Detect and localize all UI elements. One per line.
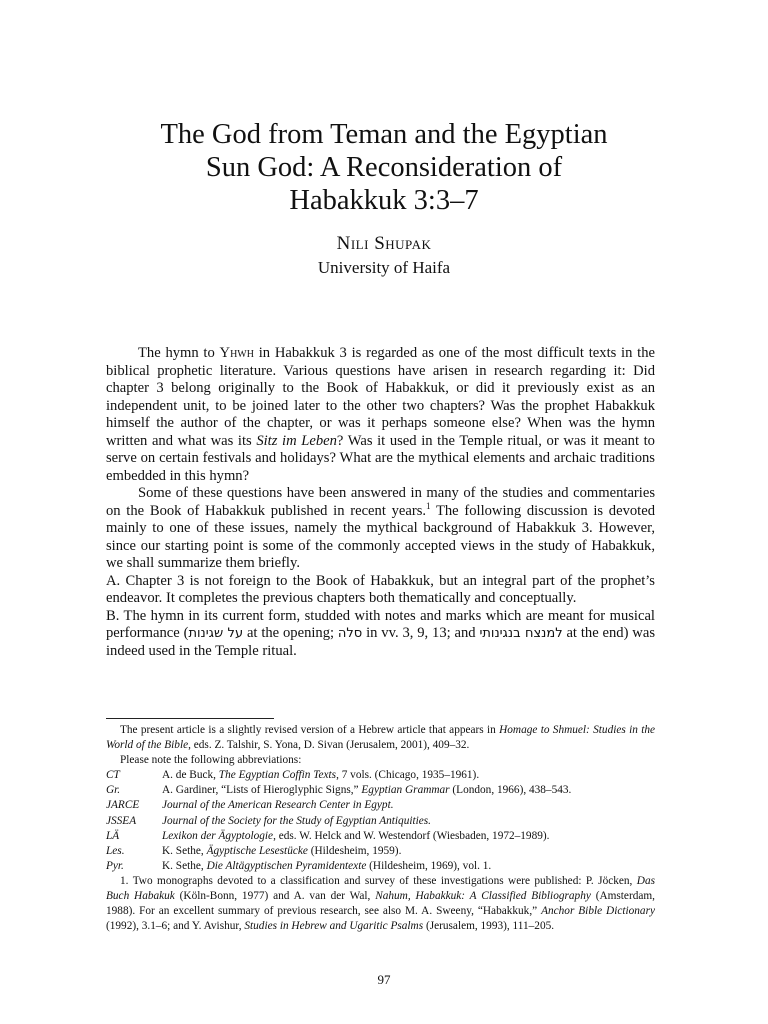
fn1-text-b: (Köln-Bonn, 1977) and A. van der Wal, bbox=[174, 890, 376, 903]
hebrew-al-shigyonot: על שגינות bbox=[188, 626, 244, 641]
abbreviation-key: Gr. bbox=[106, 784, 121, 797]
abbreviation-row bbox=[106, 768, 655, 783]
p1-yhwh: Yhwh bbox=[219, 345, 254, 361]
abbr-text-b: , 7 vols. (Chicago, 1935–1961). bbox=[336, 769, 480, 782]
abbr-text-b: (Hildesheim, 1959). bbox=[307, 844, 402, 857]
fn1-title-1: Das Buch Habakuk bbox=[106, 874, 655, 903]
abbr-title: Die Altägyptischen Pyramidentexte bbox=[206, 859, 367, 872]
fn1-text-e: (Jerusalem, 1993), 111–205. bbox=[423, 920, 555, 933]
abbr-text-a: K. Sethe, bbox=[162, 859, 207, 872]
abbreviation-key: JSSEA bbox=[106, 814, 137, 827]
fn1-title-3: Anchor Bible Dictionary bbox=[541, 905, 655, 918]
abbreviation-value bbox=[162, 844, 655, 859]
abbr-text-b: (Hildesheim, 1969), vol. 1. bbox=[366, 859, 492, 872]
p2-text-b: The following discussion is devoted mainly to one of these issues, namely the mythical background of Habakkuk 3. However, since our starting point is some of the commonly accepted views in the study of Habakkuk, we shall summarize them briefly. bbox=[106, 502, 655, 571]
fn1-text-d: (1992), 3.1–6; and Y. Avishur, bbox=[106, 920, 245, 933]
footnote-intro bbox=[106, 723, 655, 753]
fn-intro-book: Homage to Shmuel: Studies in the World of the Bible bbox=[106, 724, 655, 752]
footnotes bbox=[106, 723, 655, 934]
abbr-title: Journal of the Society for the Study of Egyptian Antiquities. bbox=[162, 814, 431, 827]
abbreviation-row bbox=[106, 798, 655, 813]
p1-text-b: in Habakkuk 3 is regarded as one of the most difficult texts in the biblical prophetic literature. Various questions have arisen in research regarding it: Did chapter 3 belong originally to the Book of Habakkuk, or did it previously exist as an independent unit, to be joined later to the other two chapters? Was the prophet Habakkuk himself the author of the chapter, or was it perhaps someone else? When was the hymn written and what was its bbox=[106, 345, 655, 449]
p1-text-a: The hymn to bbox=[138, 345, 220, 361]
abbreviation-value bbox=[162, 768, 655, 783]
footnote-divider bbox=[106, 718, 274, 719]
author-affiliation: University of Haifa bbox=[317, 258, 451, 277]
hebrew-selah: סלה bbox=[337, 626, 363, 641]
title-line-3: Habakkuk 3:3–7 bbox=[289, 185, 479, 216]
abbreviation-row bbox=[106, 829, 655, 844]
hebrew-lamnatseah: למנצח בנגינותי bbox=[479, 626, 563, 641]
abbreviation-row bbox=[106, 859, 655, 874]
fn1-title-2: Nahum, Habakkuk: A Classified Bibliography bbox=[375, 890, 591, 903]
abbreviations-list bbox=[106, 768, 655, 874]
p2-text-a: Some of these questions have been answered in many of the studies and commentaries on the Book of Habakkuk published in recent years. bbox=[106, 485, 655, 519]
paragraph-b bbox=[106, 608, 655, 661]
fn1-title-4: Studies in Hebrew and Ugaritic Psalms bbox=[244, 920, 424, 933]
abbr-title: Egyptian Grammar bbox=[361, 784, 450, 797]
abbr-text-a: A. de Buck, bbox=[162, 769, 219, 782]
abbreviation-value bbox=[162, 859, 655, 874]
paragraph-2 bbox=[106, 485, 655, 573]
abbreviation-value bbox=[162, 814, 655, 829]
p1-sitz-im-leben: Sitz im Leben bbox=[256, 432, 337, 449]
fn1-text-a: 1. Two monographs devoted to a classification and survey of these investigations were published: P. Jöcken, bbox=[120, 874, 637, 887]
abbr-title: Ägyptische Lesestücke bbox=[206, 844, 308, 857]
abbr-title: Lexikon der Ägyptologie bbox=[162, 829, 274, 842]
pb-text-c: in vv. 3, 9, 13; and bbox=[362, 625, 480, 641]
author-name: Nili Shupak bbox=[336, 233, 432, 254]
abbreviation-value bbox=[162, 783, 655, 798]
paragraph-a: A. Chapter 3 is not foreign to the Book of Habakkuk, but an integral part of the prophet’s endeavor. It completes the previous chapters both thematically and conceptually. bbox=[106, 572, 655, 606]
abbreviation-key: CT bbox=[106, 769, 120, 782]
abbr-title: Journal of the American Research Center in Egypt. bbox=[162, 799, 394, 812]
fn-intro-b: , eds. Z. Talshir, S. Yona, D. Sivan (Jerusalem, 2001), 409–32. bbox=[188, 739, 470, 752]
abbr-text-b: (London, 1966), 438–543. bbox=[449, 784, 572, 797]
fn1-text-c: (Amsterdam, 1988). For an excellent summary of previous research, see also M. A. Sweeny, “Habakkuk,” bbox=[106, 890, 655, 918]
abbr-text-a: K. Sethe, bbox=[162, 844, 207, 857]
abbr-text-a: A. Gardiner, “Lists of Hieroglyphic Signs,” bbox=[162, 784, 362, 797]
abbreviation-value bbox=[162, 829, 655, 844]
footnote-1 bbox=[106, 874, 655, 934]
pb-text-a: B. The hymn in its current form, studded with notes and marks which are meant for musical performance ( bbox=[106, 607, 655, 641]
abbreviation-row bbox=[106, 814, 655, 829]
abbreviation-row bbox=[106, 844, 655, 859]
abbreviations-intro: Please note the following abbreviations: bbox=[120, 754, 302, 767]
abbreviation-value bbox=[162, 798, 655, 813]
p1-text-c: ? Was it used in the Temple ritual, or was it meant to serve on certain festivals and holidays? What are the mythical elements and archaic traditions embedded in this hymn? bbox=[106, 432, 655, 484]
pb-text-b: at the opening; bbox=[243, 625, 338, 641]
paragraph-1 bbox=[106, 345, 655, 485]
abbreviation-row bbox=[106, 783, 655, 798]
abbr-title: The Egyptian Coffin Texts bbox=[218, 769, 337, 782]
footnote-ref-1[interactable]: 1 bbox=[426, 500, 431, 511]
fn-intro-a: The present article is a slightly revised version of a Hebrew article that appears in bbox=[120, 724, 500, 736]
title-line-1: The God from Teman and the Egyptian bbox=[160, 119, 608, 150]
abbreviation-key: LÄ bbox=[106, 829, 120, 842]
pb-text-d: at the end) was indeed used in the Temple ritual. bbox=[106, 625, 655, 659]
abbr-text-b: , eds. W. Helck and W. Westendorf (Wiesbaden, 1972–1989). bbox=[273, 829, 550, 842]
page-number: 97 bbox=[377, 972, 391, 987]
article-body bbox=[106, 345, 655, 660]
abbreviation-key: JARCE bbox=[106, 799, 140, 812]
title-line-2: Sun God: A Reconsideration of bbox=[205, 152, 563, 183]
article-title bbox=[0, 118, 768, 217]
abbreviation-key: Pyr. bbox=[106, 859, 124, 872]
abbreviation-key: Les. bbox=[106, 844, 125, 857]
